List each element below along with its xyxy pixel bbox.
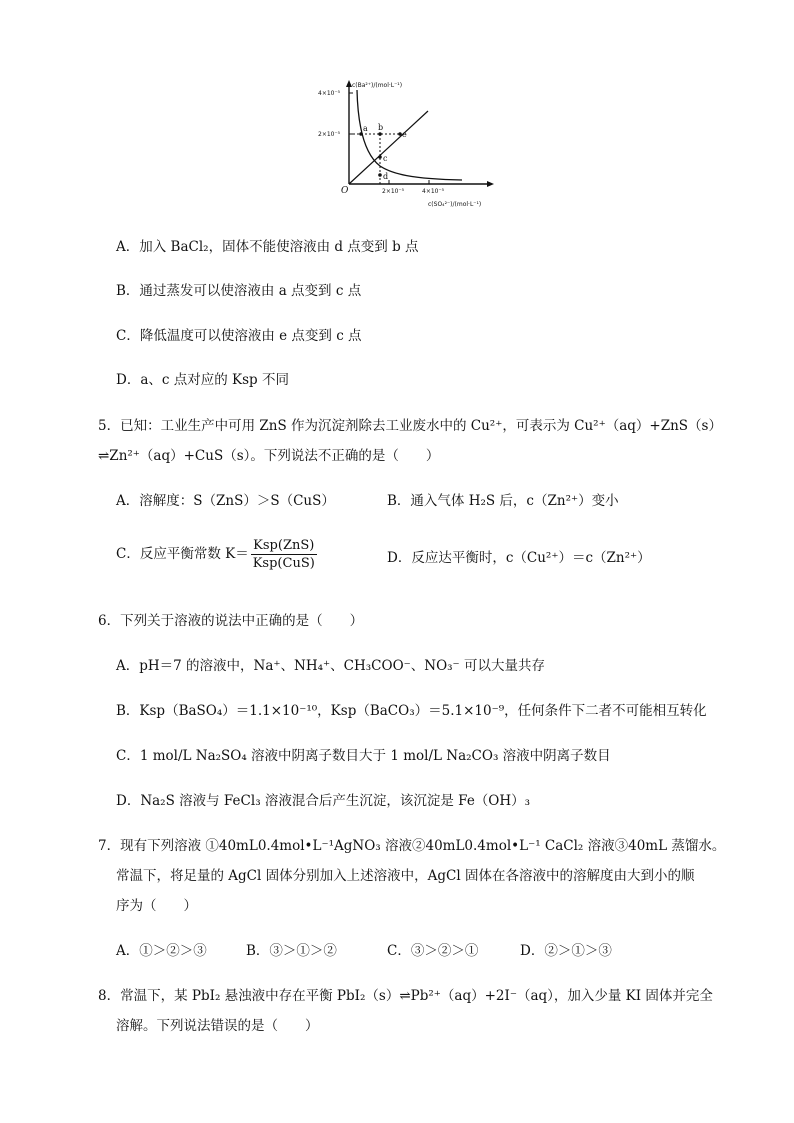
- q5-fraction-denominator: Ksp(CuS): [252, 556, 315, 571]
- q5-option-d: D．反应达平衡时，c（Cu²⁺）＝c（Zn²⁺）: [387, 550, 651, 566]
- q5-fraction-numerator: Ksp(ZnS): [251, 537, 317, 555]
- origin-label: O: [341, 186, 349, 196]
- x-tick-4: 4×10⁻⁵: [422, 188, 445, 195]
- point-b: [378, 132, 382, 136]
- q7-option-d: D．②＞①＞③: [520, 943, 612, 959]
- q6-option-a: A．pH＝7 的溶液中，Na⁺、NH₄⁺、CH₃COO⁻、NO₃⁻ 可以大量共存: [116, 658, 545, 674]
- q7-stem-line2: 常温下，将足量的 AgCl 固体分别加入上述溶液中，AgCl 固体在各溶液中的溶解度由大到小的顺: [116, 868, 695, 884]
- q7-option-a: A．①＞②＞③: [116, 943, 207, 959]
- q4-option-b: B．通过蒸发可以使溶液由 a 点变到 c 点: [116, 283, 362, 299]
- label-a: a: [363, 124, 368, 133]
- q6-option-d: D．Na₂S 溶液与 FeCl₃ 溶液混合后产生沉淀，该沉淀是 Fe（OH）₃: [116, 793, 531, 809]
- x-tick-2: 2×10⁻⁵: [382, 188, 405, 195]
- q7-option-c: C．③＞②＞①: [387, 943, 479, 959]
- label-b: b: [378, 123, 384, 132]
- q8-stem-line1: 8．常温下，某 PbI₂ 悬浊液中存在平衡 PbI₂（s）⇌Pb²⁺（aq）+2I⁻（aq），加入少量 KI 固体并完全: [98, 988, 713, 1004]
- ksp-graph: [312, 78, 502, 213]
- q5-stem-line2: ⇌Zn²⁺（aq）+CuS（s）。下列说法不正确的是（ ）: [98, 448, 440, 464]
- q8-stem-line2: 溶解。下列说法错误的是（ ）: [116, 1018, 319, 1034]
- q5-stem-line1: 5．已知：工业生产中可用 ZnS 作为沉淀剂除去工业废水中的 Cu²⁺，可表示为 Cu²⁺（aq）+ZnS（s）: [98, 418, 722, 434]
- point-d: [378, 173, 382, 177]
- q7-stem-line1: 7．现有下列溶液 ①40mL0.4mol•L⁻¹AgNO₃ 溶液②40mL0.4mol•L⁻¹ CaCl₂ 溶液③40mL 蒸馏水。: [98, 838, 726, 854]
- q6-option-b: B．Ksp（BaSO₄）＝1.1×10⁻¹⁰，Ksp（BaCO₃）＝5.1×10⁻⁹，任何条件下二者不可能相互转化: [116, 703, 707, 719]
- x-axis-label: c(SO₄²⁻)/(mol·L⁻¹): [428, 201, 482, 208]
- y-tick-2: 2×10⁻⁵: [318, 131, 341, 138]
- y-axis-label: c(Ba²⁺)/(mol·L⁻¹): [352, 82, 403, 89]
- q7-stem-line3: 序为（ ）: [116, 898, 197, 914]
- q4-option-a: A．加入 BaCl₂，固体不能使溶液由 d 点变到 b 点: [116, 239, 419, 255]
- q4-option-c: C．降低温度可以使溶液由 e 点变到 c 点: [116, 328, 362, 344]
- q4-option-d: D．a、c 点对应的 Ksp 不同: [116, 372, 289, 388]
- q7-option-b: B．③＞①＞②: [246, 943, 337, 959]
- label-d: d: [383, 172, 389, 181]
- point-c: [378, 155, 382, 159]
- q5-option-a: A．溶解度：S（ZnS）＞S（CuS）: [116, 493, 335, 509]
- y-tick-4: 4×10⁻⁵: [318, 90, 341, 97]
- label-c: c: [383, 154, 388, 163]
- label-e: e: [402, 130, 407, 139]
- q6-stem: 6．下列关于溶液的说法中正确的是（ ）: [98, 613, 364, 629]
- q5-fraction: [251, 537, 317, 572]
- q5-option-b: B．通入气体 H₂S 后，c（Zn²⁺）变小: [387, 493, 619, 509]
- q6-option-c: C．1 mol/L Na₂SO₄ 溶液中阴离子数目大于 1 mol/L Na₂CO₃ 溶液中阴离子数目: [116, 748, 611, 764]
- q5-option-c-prefix: C．反应平衡常数 K＝: [116, 546, 249, 562]
- q5-option-c: [116, 537, 317, 572]
